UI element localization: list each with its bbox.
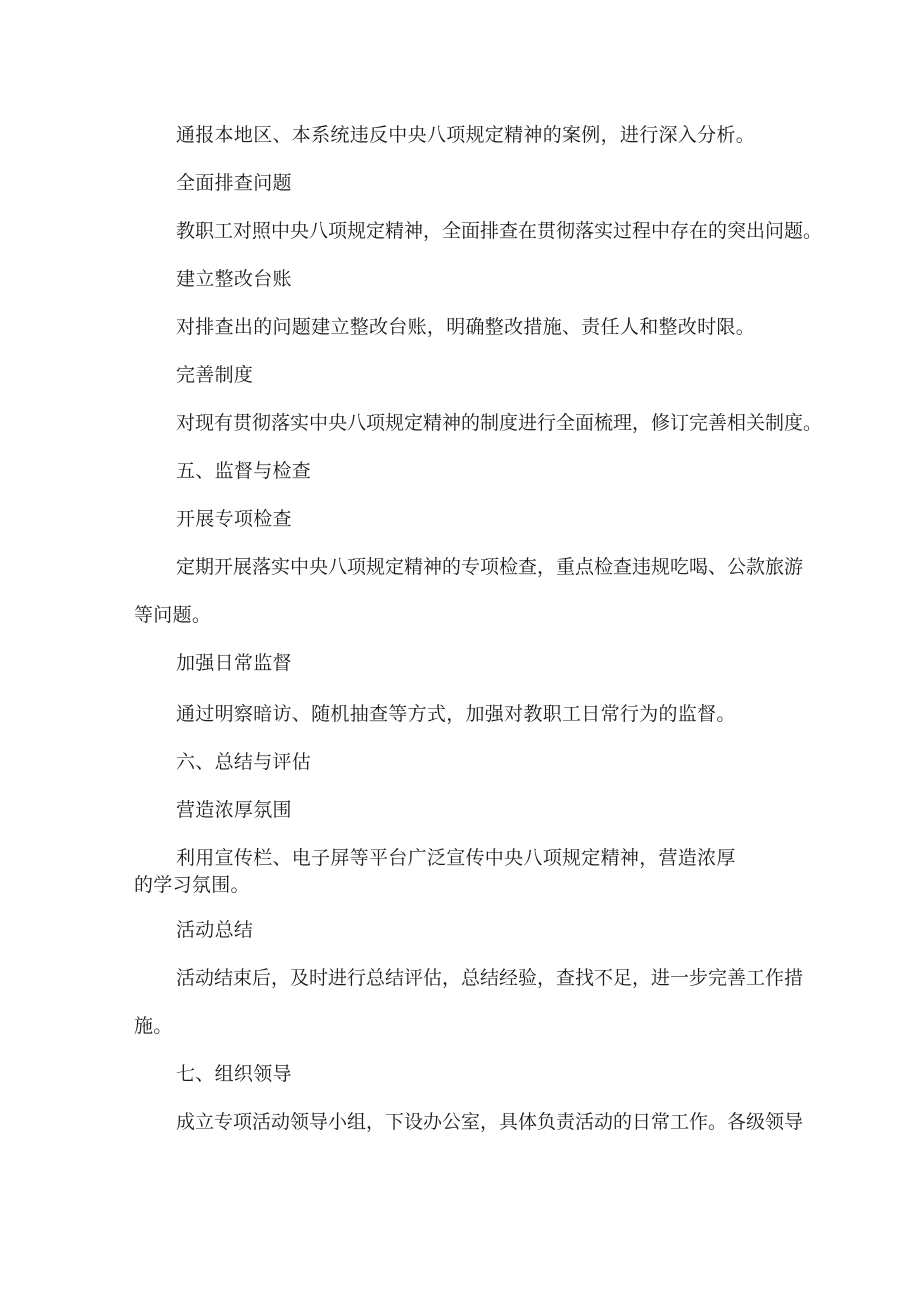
heading-atmosphere: 营造浓厚氛围	[176, 799, 292, 821]
paragraph-leadership: 成立专项活动领导小组，下设办公室，具体负责活动的日常工作。各级领导	[176, 1111, 804, 1133]
heading-full-inspection: 全面排查问题	[176, 172, 292, 194]
paragraph-daily-supervision: 通过明察暗访、随机抽查等方式，加强对教职工日常行为的监督。	[176, 703, 736, 725]
section-heading-supervision: 五、监督与检查	[176, 460, 312, 482]
paragraph-activity-summary-cont: 施。	[134, 1015, 173, 1037]
heading-special-inspection: 开展专项检查	[176, 508, 292, 530]
heading-daily-supervision: 加强日常监督	[176, 652, 292, 674]
paragraph-special-inspection: 定期开展落实中央八项规定精神的专项检查，重点检查违规吃喝、公款旅游	[176, 556, 804, 578]
section-heading-leadership: 七、组织领导	[176, 1063, 292, 1085]
heading-improve-system: 完善制度	[176, 364, 254, 386]
paragraph-rectification-ledger: 对排查出的问题建立整改台账，明确整改措施、责任人和整改时限。	[176, 316, 756, 338]
paragraph-atmosphere-cont: 的学习氛围。	[134, 874, 250, 896]
paragraph-case-report: 通报本地区、本系统违反中央八项规定精神的案例，进行深入分析。	[176, 124, 756, 146]
heading-rectification-ledger: 建立整改台账	[176, 268, 292, 290]
section-heading-summary: 六、总结与评估	[176, 751, 312, 773]
paragraph-staff-inspection: 教职工对照中央八项规定精神，全面排查在贯彻落实过程中存在的突出问题。	[176, 220, 823, 242]
paragraph-special-inspection-cont: 等问题。	[134, 604, 212, 626]
paragraph-atmosphere: 利用宣传栏、电子屏等平台广泛宣传中央八项规定精神，营造浓厚	[176, 847, 736, 869]
paragraph-improve-system: 对现有贯彻落实中央八项规定精神的制度进行全面梳理，修订完善相关制度。	[176, 412, 823, 434]
paragraph-activity-summary: 活动结束后，及时进行总结评估，总结经验，查找不足，进一步完善工作措	[176, 967, 804, 989]
heading-activity-summary: 活动总结	[176, 919, 254, 941]
